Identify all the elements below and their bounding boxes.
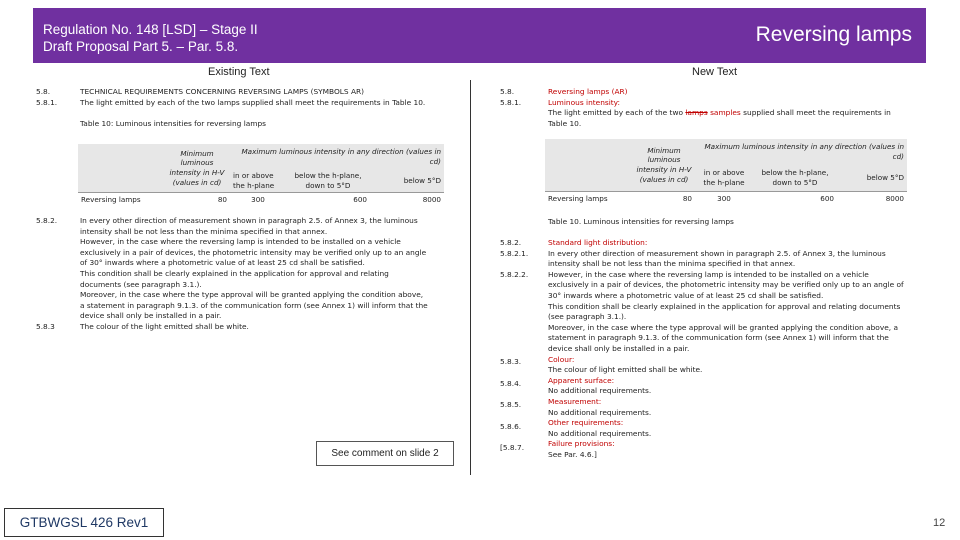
right-sub-1: in or above the h-plane	[695, 165, 753, 192]
left-table-caption: Table 10: Luminous intensities for reversing lamps	[80, 119, 267, 128]
left-val-2: 600	[286, 193, 370, 208]
left-col-min: Minimum luminous intensity in H-V (values in cd)	[164, 144, 230, 193]
right-r2b-line: However, in the case where the reversing lamp is intended to be installed on a vehicle	[548, 269, 869, 279]
right-r1-deleted: lamps	[685, 108, 708, 118]
right-r2b-line: exclusively in a pair of devices, the photometric intensity may be verified only up to an angle of	[548, 280, 904, 290]
right-para-5-8-1	[548, 87, 928, 129]
right-num-5-8-3: 5.8.3.	[500, 357, 522, 366]
right-r1-pre: The light emitted by each of the two	[548, 108, 684, 118]
right-val-1: 300	[695, 192, 753, 207]
right-table-caption: Table 10. Luminous intensities for reversing lamps	[548, 217, 734, 226]
left-p2-line: a statement in paragraph 9.1.3. of the communication form (see Annex 1) will inform that the	[80, 300, 428, 310]
left-p2-line: However, in the case where the reversing lamp is intended to be installed on a vehicle	[80, 237, 401, 247]
right-r6-title: Other requirements:	[548, 418, 624, 428]
left-num-5-8: 5.8.	[36, 87, 51, 96]
left-num-5-8-2: 5.8.2.	[36, 216, 58, 225]
left-table-corner-2	[78, 170, 164, 193]
left-val-1: 300	[230, 193, 286, 208]
header-line-1: Regulation No. 148 [LSD] – Stage II	[43, 22, 258, 37]
right-r2-line: intensity shall be not less than the minima specified in that annex.	[548, 259, 796, 269]
left-p2-line: Moreover, in the case where the type approval will be granted applying the condition above,	[80, 290, 424, 300]
right-num-5-8-6: 5.8.6.	[500, 422, 522, 431]
left-row-label: Reversing lamps	[78, 193, 164, 208]
right-r1-sub: Luminous intensity:	[548, 97, 621, 107]
header-bar	[33, 8, 926, 63]
right-val-min: 80	[633, 192, 695, 207]
header-subtitle	[43, 21, 258, 55]
right-r5-text: No additional requirements.	[548, 407, 652, 417]
left-para-5-8-2	[80, 216, 465, 333]
right-r3-text: The colour of light emitted shall be white.	[548, 365, 703, 375]
right-table-corner-2	[545, 165, 633, 192]
left-p2-line: intensity shall be not less than the minima specified in that annex.	[80, 226, 328, 236]
right-r4-text: No additional requirements.	[548, 386, 652, 396]
left-intensity-table	[78, 144, 444, 207]
left-col-max: Maximum luminous intensity in any direction (values in cd)	[230, 144, 444, 170]
right-num-5-8-5: 5.8.5.	[500, 400, 522, 409]
left-para-5-8-1	[80, 87, 460, 108]
comment-note: See comment on slide 2	[316, 441, 454, 466]
document-id: GTBWGSL 426 Rev1	[4, 508, 164, 537]
right-r7-title: Failure provisions:	[548, 439, 615, 449]
left-p2-line: This condition shall be clearly explained in the application for approval and relating	[80, 268, 389, 278]
new-text-heading: New Text	[692, 66, 738, 78]
left-p2-line: device shall only be installed in a pair.	[80, 311, 222, 321]
right-col-max: Maximum luminous intensity in any direction (values in cd)	[695, 139, 907, 165]
right-r1-title: Reversing lamps (AR)	[548, 87, 628, 96]
left-p2-line: exclusively in a pair of devices, the photometric intensity may be verified only up to an angle	[80, 247, 427, 257]
right-spacer	[500, 259, 528, 270]
right-r2b-line: (see paragraph 3.1.).	[548, 312, 627, 322]
left-sub-2: below the h-plane, down to 5°D	[286, 170, 370, 193]
right-num-5-8: 5.8.	[500, 87, 515, 96]
right-para-5-8-2	[548, 238, 933, 460]
right-r2b-line: This condition shall be clearly explained in the application for approval and relating documents	[548, 301, 901, 311]
right-val-2: 600	[753, 192, 837, 207]
left-p1-text: The light emitted by each of the two lamps supplied shall meet the requirements in Table 10.	[80, 97, 426, 107]
right-r6-text: No additional requirements.	[548, 428, 652, 438]
left-num-5-8-3: 5.8.3	[36, 322, 55, 331]
right-r1-text-line2: Table 10.	[548, 118, 582, 128]
right-r7-text: See Par. 4.6.]	[548, 449, 597, 459]
right-num-block-2	[500, 238, 528, 280]
left-p2-line: documents (see paragraph 3.1.).	[80, 279, 202, 289]
slide-title: Reversing lamps	[755, 23, 912, 46]
right-intensity-table	[545, 139, 907, 206]
right-sub-3: below 5°D	[837, 165, 907, 192]
left-p1-title: TECHNICAL REQUIREMENTS CONCERNING REVERSING LAMPS (SYMBOLS AR)	[80, 87, 365, 96]
left-table-corner	[78, 144, 164, 170]
left-num-5-8-1: 5.8.1.	[36, 97, 58, 107]
page-number: 12	[933, 517, 946, 529]
left-p2-line: In every other direction of measurement shown in paragraph 2.5. of Annex 3, the luminous	[80, 216, 418, 225]
right-num-5-8-2: 5.8.2.	[500, 238, 522, 247]
right-table-corner	[545, 139, 633, 165]
column-divider	[470, 80, 471, 475]
left-sub-1: in or above the h-plane	[230, 170, 286, 193]
right-r2-line: In every other direction of measurement shown in paragraph 2.5. of Annex 3, the luminous	[548, 248, 886, 258]
right-r2b-line: Moreover, in the case where the type approval will be granted applying the condition above, a	[548, 322, 898, 332]
right-col-min: Minimum luminous intensity in H-V (values in cd)	[633, 139, 695, 192]
right-r5-title: Measurement:	[548, 396, 602, 406]
right-val-3: 8000	[837, 192, 907, 207]
left-p3-text: The colour of the light emitted shall be white.	[80, 321, 249, 331]
left-p2-line: of 30° inwards where a photometric value of at least 25 cd shall be satisfied.	[80, 258, 365, 268]
existing-text-heading: Existing Text	[208, 66, 270, 78]
right-num-5-8-2-2: 5.8.2.2.	[500, 269, 529, 279]
left-val-min: 80	[164, 193, 230, 208]
right-r1-text	[548, 108, 928, 119]
right-r3-title: Colour:	[548, 354, 575, 364]
left-val-3: 8000	[370, 193, 444, 208]
right-sub-2: below the h-plane, down to 5°D	[753, 165, 837, 192]
right-r1-post: supplied shall meet the requirements in	[743, 108, 891, 118]
right-r2-title: Standard light distribution:	[548, 238, 648, 247]
right-r2b-line: device shall only be installed in a pair.	[548, 343, 690, 353]
left-para-numbers	[36, 87, 57, 108]
right-r2b-line: statement in paragraph 9.1.3. of the communication form (see Annex 1) will inform that the	[548, 333, 889, 343]
right-r4-title: Apparent surface:	[548, 375, 615, 385]
right-r1-inserted: samples	[710, 108, 741, 118]
left-sub-3: below 5°D	[370, 170, 444, 193]
header-line-2: Draft Proposal Part 5. – Par. 5.8.	[43, 39, 239, 54]
right-row-label: Reversing lamps	[545, 192, 633, 207]
right-r2b-line: 30° inwards where a photometric value of at least 25 cd shall be satisfied.	[548, 290, 824, 300]
right-num-5-8-2-1: 5.8.2.1.	[500, 248, 529, 258]
right-num-5-8-7: [5.8.7.	[500, 443, 525, 452]
right-num-block-1	[500, 87, 521, 108]
right-num-5-8-1: 5.8.1.	[500, 97, 522, 107]
right-num-5-8-4: 5.8.4.	[500, 379, 522, 388]
